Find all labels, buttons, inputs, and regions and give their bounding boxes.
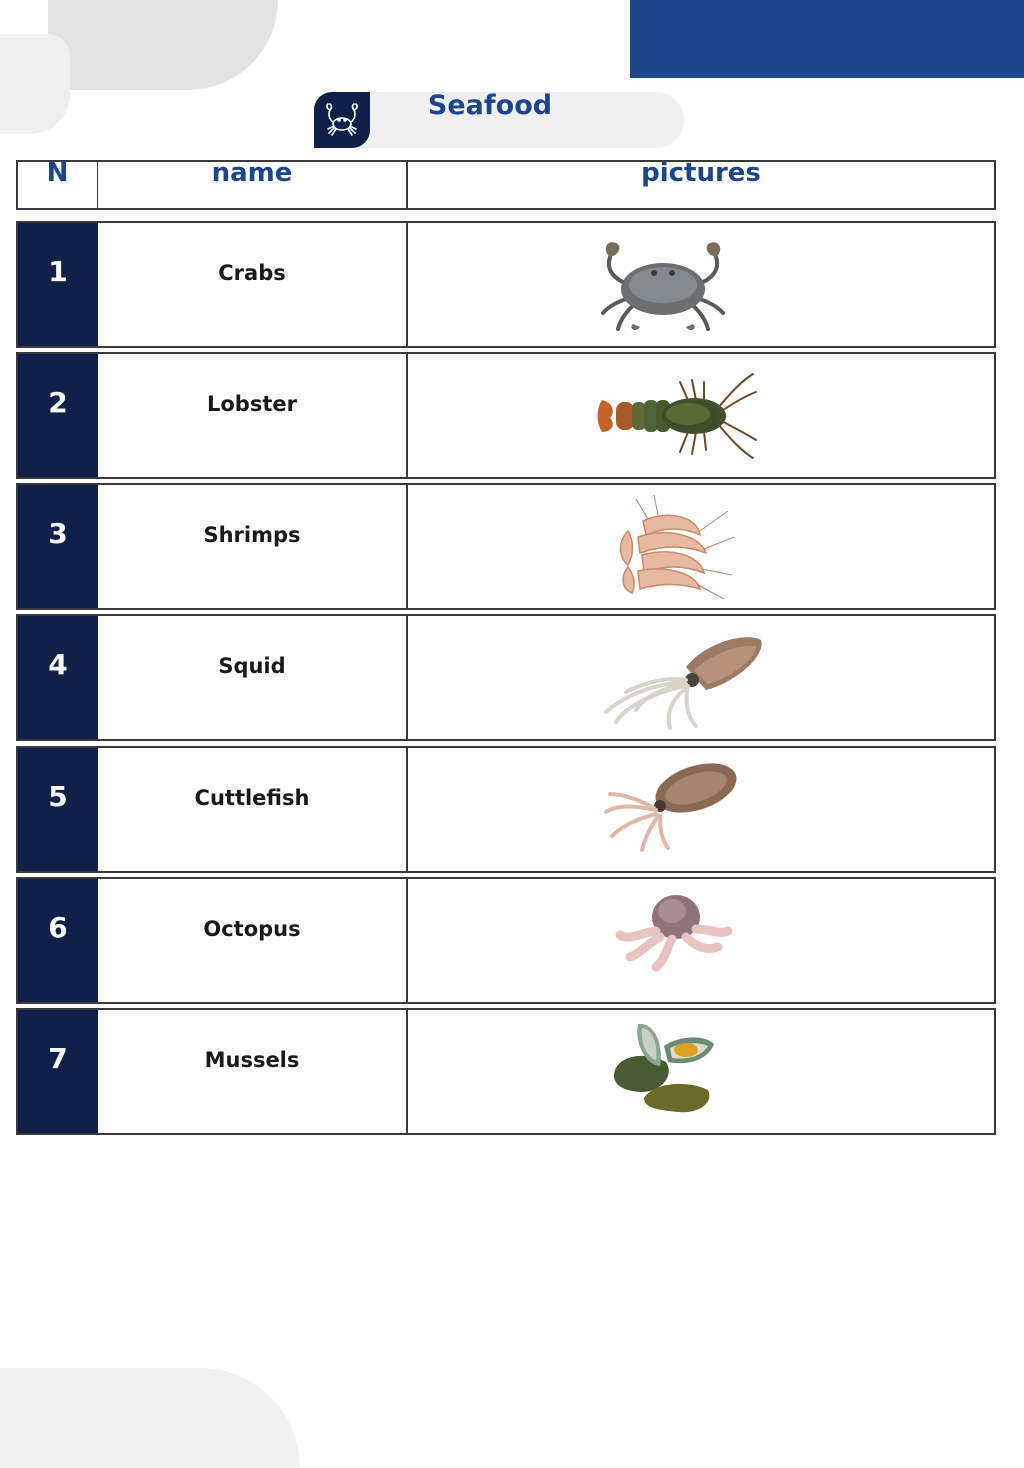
row-number: 3	[18, 485, 98, 608]
row-name: Cuttlefish	[98, 748, 408, 871]
title-badge	[314, 92, 370, 148]
crab-picture	[588, 229, 738, 339]
row-number: 1	[18, 223, 98, 346]
table-row	[16, 746, 996, 873]
mussels-picture	[604, 1016, 734, 1121]
row-number: 7	[18, 1010, 98, 1133]
row-name: Mussels	[98, 1010, 408, 1133]
decor-shape-top-left	[48, 0, 278, 90]
crab-icon	[321, 99, 363, 141]
row-number: 5	[18, 748, 98, 871]
row-number: 2	[18, 354, 98, 477]
cuttlefish-picture	[596, 754, 746, 854]
squid-picture	[596, 622, 776, 737]
row-picture-cell	[408, 748, 994, 871]
row-picture-cell	[408, 354, 994, 477]
table-row	[16, 1008, 996, 1135]
table-row	[16, 877, 996, 1004]
table-row	[16, 221, 996, 348]
row-name: Crabs	[98, 223, 408, 346]
page-title: Seafood	[427, 90, 553, 121]
header-n: N	[18, 162, 98, 208]
row-name: Shrimps	[98, 485, 408, 608]
octopus-picture	[610, 885, 740, 975]
row-picture-cell	[408, 616, 994, 739]
row-picture-cell	[408, 485, 994, 608]
decor-shape-top-left-small	[0, 34, 70, 134]
table-row	[16, 352, 996, 479]
decor-banner-top-right	[630, 0, 1024, 78]
table-row	[16, 614, 996, 741]
row-picture-cell	[408, 879, 994, 1002]
header-pictures: pictures	[641, 158, 761, 188]
row-name: Lobster	[98, 354, 408, 477]
row-number: 6	[18, 879, 98, 1002]
row-name: Squid	[98, 616, 408, 739]
decor-shape-bottom-left	[0, 1368, 300, 1468]
lobster-picture	[588, 360, 758, 470]
table-row	[16, 483, 996, 610]
row-number: 4	[18, 616, 98, 739]
row-picture-cell	[408, 223, 994, 346]
header-name: name	[98, 162, 408, 208]
shrimp-picture	[588, 491, 738, 606]
row-picture-cell	[408, 1010, 994, 1133]
table-header-row	[16, 160, 996, 210]
row-name: Octopus	[98, 879, 408, 1002]
